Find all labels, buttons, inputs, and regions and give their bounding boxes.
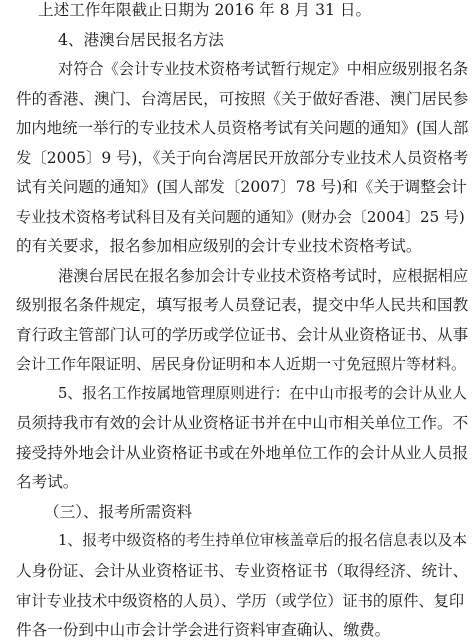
text-line-4: 件的香港、澳门、台湾居民，可按照《关于做好香港、澳门居民参 [16, 89, 469, 108]
text-line-3: 对符合《会计专业技术资格考试暂行规定》中相应级别报名条 [58, 60, 469, 78]
text-line-15: 员须持我市有效的会计从业资格证书并在中山市相关单位工作。不 [16, 414, 469, 433]
text-line-6: 发〔2005〕9 号)，《关于向台湾居民开放部分专业技术人员资格考 [16, 148, 469, 167]
text-line-19: 1、报考中级资格的考生持单位审核盖章后的报名信息表以及本 [58, 532, 467, 550]
text-line-16: 接受持外地会计从业资格证书或在外地单位工作的会计从业人员报 [16, 443, 469, 462]
text-line-1: 上述工作年限截止日期为 2016 年 8 月 31 日。 [38, 1, 372, 19]
text-line-17: 名考试。 [16, 473, 79, 492]
text-line-11: 级别报名条件规定，填写报考人员登记表，提交中华人民共和国教 [16, 296, 469, 315]
text-line-13: 会计工作年限证明、居民身份证明和本人近期一寸免冠照片等材料。 [16, 355, 467, 374]
text-line-22: 件各一份到中山市会计学会进行资料审查确认、缴费。 [16, 621, 391, 639]
text-line-20: 人身份证、会计从业资格证书、专业资格证书（取得经济、统计、 [16, 562, 469, 580]
text-line-8: 专业技术资格考试科目及有关问题的通知》(财办会〔2004〕25 号) [16, 207, 465, 226]
text-line-10: 港澳台居民在报名参加会计专业技术资格考试时，应根据相应 [58, 266, 469, 285]
text-line-21: 审计专业技术中级资格的人员）、学历（或学位）证书的原件、复印 [16, 591, 465, 610]
text-line-14: 5、报名工作按属地管理原则进行：在中山市报考的会计从业人 [58, 384, 467, 402]
text-line-12: 育行政主管部门认可的学历或学位证书、会计从业资格证书、从事 [16, 325, 469, 344]
text-line-5: 加内地统一举行的专业技术人员资格考试有关问题的通知》(国人部 [16, 119, 469, 138]
text-line-9: 的有关要求，报名参加相应级别的会计专业技术资格考试。 [16, 237, 422, 256]
section-heading-3: （三）、报考所需资料 [44, 502, 193, 521]
section-heading-4: 4、港澳台居民报名方法 [58, 30, 224, 49]
text-line-7: 试有关问题的通知》(国人部发〔2007〕78 号)和《关于调整会计 [16, 178, 467, 197]
